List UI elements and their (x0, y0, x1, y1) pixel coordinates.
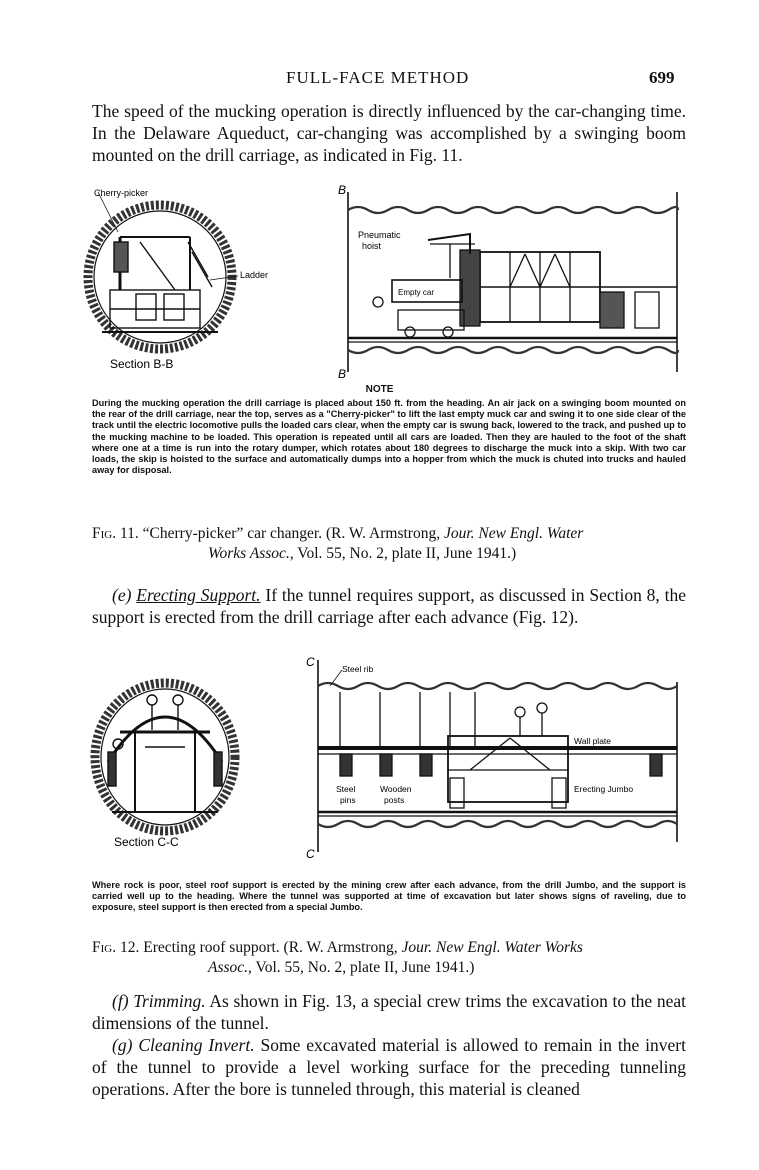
fig11-caption (92, 524, 686, 564)
fig12-cross-section (95, 683, 235, 831)
label-empty-car: Empty car (398, 288, 435, 297)
section-g-label: (g) (112, 1035, 133, 1055)
figure-11-drawing (80, 182, 690, 382)
section-f-paragraph (92, 990, 686, 1034)
page-number: 699 (649, 68, 675, 87)
running-header (0, 68, 759, 92)
label-wall-plate: Wall plate (574, 736, 612, 746)
fig11-note-title: NOTE (365, 384, 394, 395)
intro-paragraph: The speed of the mucking operation is directly influenced by the car-changing time. In the Delaware Aqueduct, car-changing was accomplished by a swinging boom mounted on the drill carriage, as indicated in Fig. 11. (92, 101, 686, 165)
label-b-top: B (338, 183, 347, 197)
fig11-caption-text-b: , Vol. 55, No. 2, plate II, June 1941.) (289, 545, 517, 562)
fig12-caption (92, 938, 686, 978)
label-wooden-posts-b: posts (384, 795, 405, 805)
fig11-note: During the mucking operation the drill carriage is placed about 150 ft. from the heading. An air jack on a swinging boom mounted on the rear of the drill carriage, near the top, serves as a "Cherry-picker" to lift the last empty muck car and swing it to one side clear of the track until the electric locomotive pulls the loaded cars clear, when the empty car is swung back, lowered to the track, and pushed up to the mucking machine to be loaded. This operation is repeated until all cars are loaded. Then they are hauled to the foot of the shaft where one at a time is run into the rotary dumper, which rotates about 180 degrees to discharge the muck into a skip. With two car loads, the skip is hoisted to the surface and automatically dumps into a hopper from which the muck is chuted into trucks and hauled away for disposal. (92, 398, 686, 476)
fig11-caption-journal-a: Jour. New Engl. Water (443, 525, 584, 542)
label-hoist: hoist (362, 241, 382, 251)
fig12-caption-journal-b: Assoc. (208, 959, 249, 976)
fig11-caption-journal-b: Works Assoc. (208, 545, 290, 562)
section-e-paragraph (92, 584, 686, 628)
label-section-b-b: Section B-B (110, 357, 174, 371)
fig11-longitudinal-view (348, 192, 678, 372)
section-e-title: Erecting Support. (136, 585, 261, 605)
fig12-caption-label: Fig. 12. (92, 939, 140, 956)
label-wooden-posts-a: Wooden (380, 784, 412, 794)
label-steel-pins-a: Steel (336, 784, 356, 794)
header-title: FULL-FACE METHOD (286, 68, 470, 87)
fig12-caption-text-b: , Vol. 55, No. 2, plate II, June 1941.) (248, 959, 475, 976)
section-g-text: Some excavated material is allowed to remain in the invert of the tunnel to provide a level working surface for the preceding tunneling operations. After the bore is tunneled through, this material is cleaned (92, 1035, 687, 1099)
section-g-paragraph (92, 1034, 686, 1100)
fig11-caption-label: Fig. 11. (92, 525, 139, 542)
section-g-title: Cleaning Invert. (138, 1035, 255, 1055)
figure-12-drawing (80, 652, 690, 862)
label-ladder: Ladder (240, 270, 269, 280)
fig12-caption-text-a: Erecting roof support. (R. W. Armstrong, (143, 939, 402, 956)
label-steel-rib: Steel rib (342, 664, 374, 674)
label-erecting-jumbo: Erecting Jumbo (574, 784, 634, 794)
section-f-text: As shown in Fig. 13, a special crew trims the excavation to the neat dimensions of the tunnel. (92, 991, 687, 1033)
section-f-label: (f) (112, 991, 129, 1011)
section-f-title: Trimming. (133, 991, 206, 1011)
fig12-note: Where rock is poor, steel roof support is erected by the mining crew after each advance, from the drill Jumbo, and the support is carried well up to the heading. Where the tunnel was supported at time of excavation but later shows signs of raveling, due to exposure, steel support is then erected from a special Jumbo. (92, 880, 686, 913)
fig12-caption-journal-a: Jour. New Engl. Water Works (401, 939, 583, 956)
label-section-c-c: Section C-C (114, 835, 179, 849)
label-pneumatic: Pneumatic (358, 230, 401, 240)
label-steel-pins-b: pins (340, 795, 356, 805)
section-e-label: (e) (112, 585, 132, 605)
label-b-bottom: B (338, 367, 347, 381)
label-c-top: C (306, 655, 315, 669)
section-e-text: If the tunnel requires support, as discussed in Section 8, the support is erected from the drill carriage after each advance (Fig. 12). (92, 585, 686, 627)
fig11-cross-section (88, 205, 232, 349)
fig11-caption-text-a: “Cherry-picker” car changer. (R. W. Armstrong, (142, 525, 444, 542)
label-cherry-picker: Cherry-picker (94, 188, 149, 198)
fig12-longitudinal-view (318, 660, 677, 852)
label-c-bottom: C (306, 847, 315, 861)
